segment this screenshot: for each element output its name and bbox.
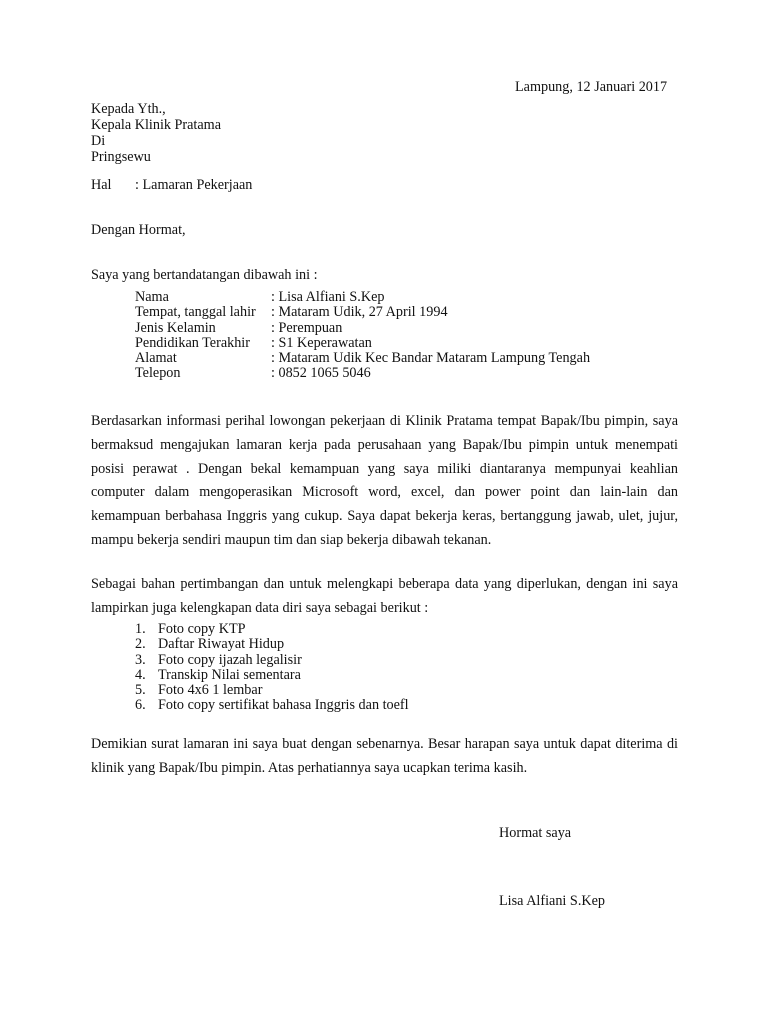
attachment-list (135, 622, 409, 714)
list-item (135, 653, 409, 668)
identity-value: : S1 Keperawatan (271, 334, 372, 351)
recipient-line: Kepala Klinik Pratama (91, 117, 222, 133)
identity-row (135, 305, 590, 320)
list-item (135, 668, 409, 683)
identity-table (135, 290, 590, 382)
list-number: 1. (135, 621, 146, 637)
identity-row (135, 336, 590, 351)
list-text: Foto copy KTP (158, 621, 246, 637)
list-text: Daftar Riwayat Hidup (158, 636, 285, 653)
recipient-line: Kepada Yth., (91, 101, 166, 117)
closing-salutation: Hormat saya (499, 825, 572, 841)
identity-value: : Mataram Udik Kec Bandar Mataram Lampung Tengah (271, 350, 591, 367)
list-item (135, 637, 409, 652)
list-number: 4. (135, 666, 146, 683)
identity-label: Nama (135, 289, 169, 305)
recipient-line: Di (91, 133, 106, 149)
recipient-block (91, 101, 221, 165)
identity-label: Pendidikan Terakhir (135, 334, 250, 351)
list-text: Foto copy sertifikat bahasa Inggris dan toefl (158, 697, 409, 714)
identity-value: : Mataram Udik, 27 April 1994 (271, 304, 448, 321)
body-paragraph-application: Berdasarkan informasi perihal lowongan pekerjaan di Klinik Pratama tempat Bapak/Ibu pimpin, saya bermaksud mengajukan lamaran kerja pada perusahaan yang Bapak/Ibu pimpin untuk menempati posisi perawat . Dengan bekal kemampuan yang saya miliki diantaranya mempunyai keahlian computer dalam mengoperasikan Microsoft word, excel, dan power point dan lain-lain dan kemampuan berbahasa Inggris yang cukup. Saya dapat bekerja keras, bertanggung jawab, ulet, jujur, mampu bekerja sendiri maupun tim dan siap bekerja dibawah tekanan. (91, 413, 678, 548)
identity-label: Jenis Kelamin (135, 319, 216, 336)
subject-label: Hal (91, 177, 112, 193)
recipient-line: Pringsewu (91, 149, 151, 165)
identity-value: : Lisa Alfiani S.Kep (271, 289, 385, 305)
greeting: Dengan Hormat, (91, 222, 186, 238)
identity-row (135, 366, 590, 381)
letter-date: Lampung, 12 Januari 2017 (515, 79, 668, 95)
body-paragraph-closing: Demikian surat lamaran ini saya buat dengan sebenarnya. Besar harapan saya untuk dapat diterima di klinik yang Bapak/Ibu pimpin. Atas perhatiannya saya ucapkan terima kasih. (91, 736, 678, 776)
signer-name: Lisa Alfiani S.Kep (499, 893, 605, 909)
identity-label: Telepon (135, 365, 181, 382)
list-item (135, 622, 409, 637)
list-number: 5. (135, 682, 146, 699)
identity-row (135, 290, 590, 305)
identity-row (135, 351, 590, 366)
subject-value: : Lamaran Pekerjaan (135, 177, 253, 193)
identity-label: Alamat (135, 350, 177, 367)
identity-value: : 0852 1065 5046 (271, 365, 371, 382)
list-number: 3. (135, 651, 146, 668)
list-number: 6. (135, 697, 146, 714)
list-text: Transkip Nilai sementara (158, 666, 301, 683)
identity-value: : Perempuan (271, 319, 343, 336)
intro-line: Saya yang bertandatangan dibawah ini : (91, 267, 318, 283)
list-text: Foto copy ijazah legalisir (158, 651, 302, 668)
identity-row (135, 321, 590, 336)
list-item (135, 698, 409, 713)
list-item (135, 683, 409, 698)
list-text: Foto 4x6 1 lembar (158, 682, 263, 699)
list-number: 2. (135, 636, 146, 653)
identity-label: Tempat, tanggal lahir (135, 304, 256, 321)
body-paragraph-attachments: Sebagai bahan pertimbangan dan untuk melengkapi beberapa data yang diperlukan, dengan ini saya lampirkan juga kelengkapan data diri saya sebagai berikut : (91, 576, 678, 616)
